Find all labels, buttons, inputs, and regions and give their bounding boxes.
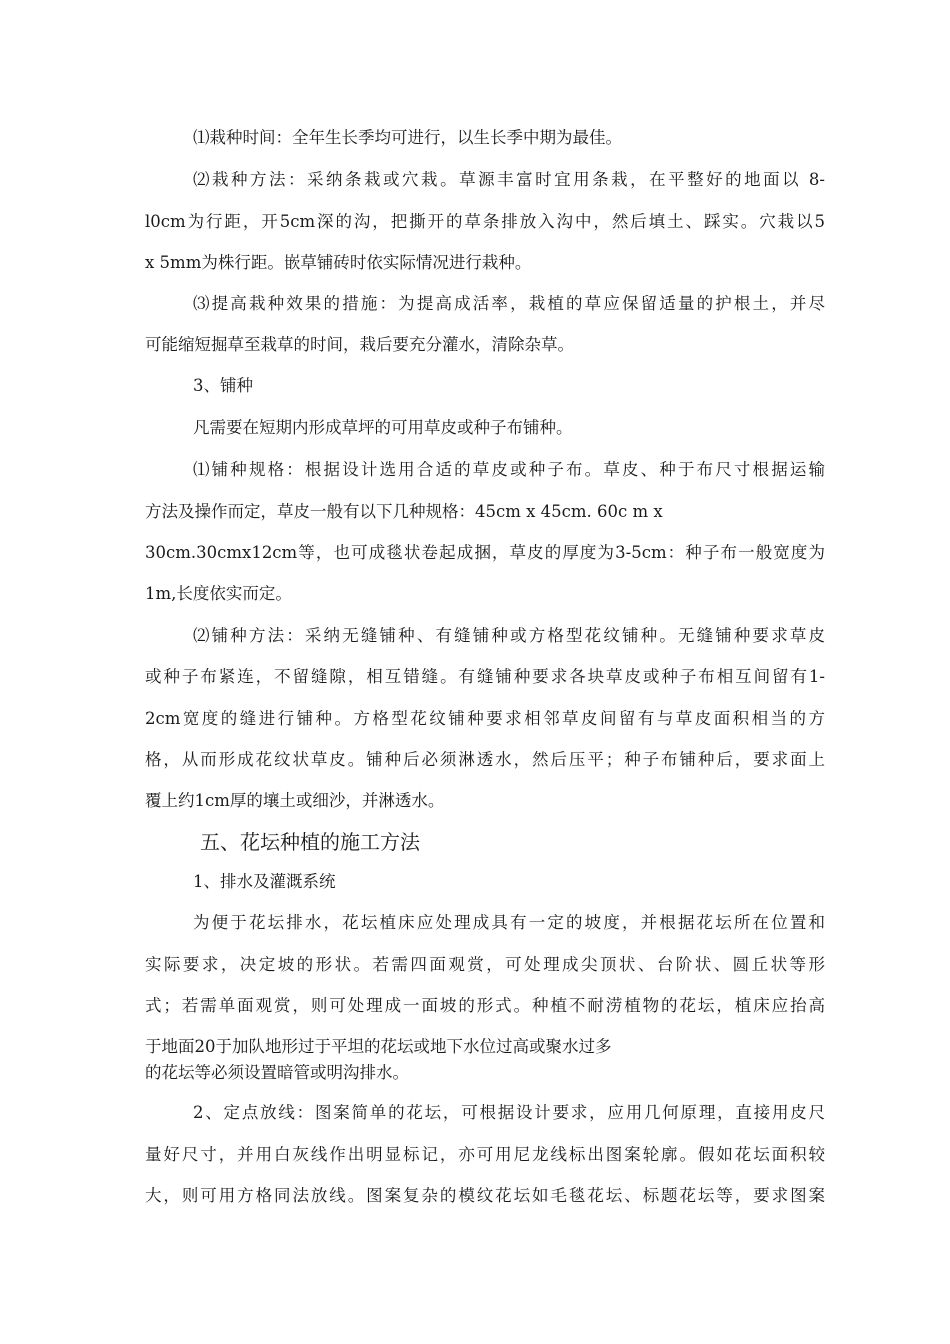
- section-subheading: 1、排水及灌溉系统: [193, 872, 336, 891]
- paragraph-line: 1m,长度依实而定。: [145, 584, 292, 603]
- paragraph-line: 或种子布紧连，不留缝隙，相互错缝。有缝铺种要求各块草皮或种子布相互间留有1-: [145, 667, 825, 686]
- paragraph-line: x 5mm为株行距。嵌草铺砖时依实际情况进行栽种。: [145, 253, 532, 272]
- paragraph-line: 覆上约1cm厚的壤土或细沙，并淋透水。: [145, 791, 445, 810]
- paragraph-line: 2cm宽度的缝进行铺种。方格型花纹铺种要求相邻草皮间留有与草皮面积相当的方: [145, 709, 825, 728]
- paragraph-line: ⑵铺种方法：采纳无缝铺种、有缝铺种或方格型花纹铺种。无缝铺种要求草皮: [193, 626, 825, 645]
- paragraph-line: 可能缩短掘草至栽草的时间，栽后要充分灌水，清除杂草。: [145, 335, 574, 354]
- paragraph-line: 于地面20于加队地形过于平坦的花坛或地下水位过高或聚水过多: [145, 1037, 612, 1056]
- section-heading: 五、花坛种植的施工方法: [200, 830, 420, 854]
- paragraph-line: 式；若需单面观赏，则可处理成一面坡的形式。种植不耐涝植物的花坛，植床应抬高: [145, 996, 825, 1015]
- paragraph-line: l0cm为行距，开5cm深的沟，把撕开的草条排放入沟中，然后填土、踩实。穴栽以5: [145, 212, 825, 231]
- paragraph-line: 30cm.30cmx12cm等，也可成毯状卷起成捆，草皮的厚度为3-5cm：种子布一般宽度为: [145, 543, 825, 562]
- paragraph-line: 大，则可用方格同法放线。图案复杂的模纹花坛如毛毯花坛、标题花坛等，要求图案: [145, 1186, 825, 1205]
- paragraph-line: 格，从而形成花纹状草皮。铺种后必须淋透水，然后压平；种子布铺种后，要求面上: [145, 750, 825, 769]
- paragraph-line: ⑴铺种规格：根据设计选用合适的草皮或种子布。草皮、种于布尺寸根据运输: [193, 460, 825, 479]
- paragraph-line: 为便于花坛排水，花坛植床应处理成具有一定的坡度，并根据花坛所在位置和: [193, 913, 825, 932]
- paragraph-line: ⑴栽种时间：全年生长季均可进行，以生长季中期为最佳。: [193, 128, 622, 147]
- paragraph-line: ⑶提高栽种效果的措施：为提高成活率，栽植的草应保留适量的护根土，并尽: [193, 294, 825, 313]
- paragraph-line: 方法及操作而定，草皮一般有以下几种规格：45cm x 45cm. 60c m x: [145, 502, 663, 521]
- paragraph-line: 2、定点放线：图案简单的花坛，可根据设计要求，应用几何原理，直接用皮尺: [193, 1103, 825, 1122]
- section-subheading: 3、铺种: [193, 376, 253, 395]
- paragraph-line: 量好尺寸，并用白灰线作出明显标记，亦可用尼龙线标出图案轮廓。假如花坛面积较: [145, 1145, 825, 1164]
- paragraph-line: ⑵栽种方法：采纳条栽或穴栽。草源丰富时宜用条栽，在平整好的地面以 8-: [193, 170, 825, 189]
- paragraph-line: 凡需要在短期内形成草坪的可用草皮或种子布铺种。: [193, 418, 573, 437]
- paragraph-line: 实际要求，决定坡的形状。若需四面观赏，可处理成尖顶状、台阶状、圆丘状等形: [145, 955, 825, 974]
- paragraph-line: 的花坛等必须设置暗管或明沟排水。: [145, 1063, 409, 1082]
